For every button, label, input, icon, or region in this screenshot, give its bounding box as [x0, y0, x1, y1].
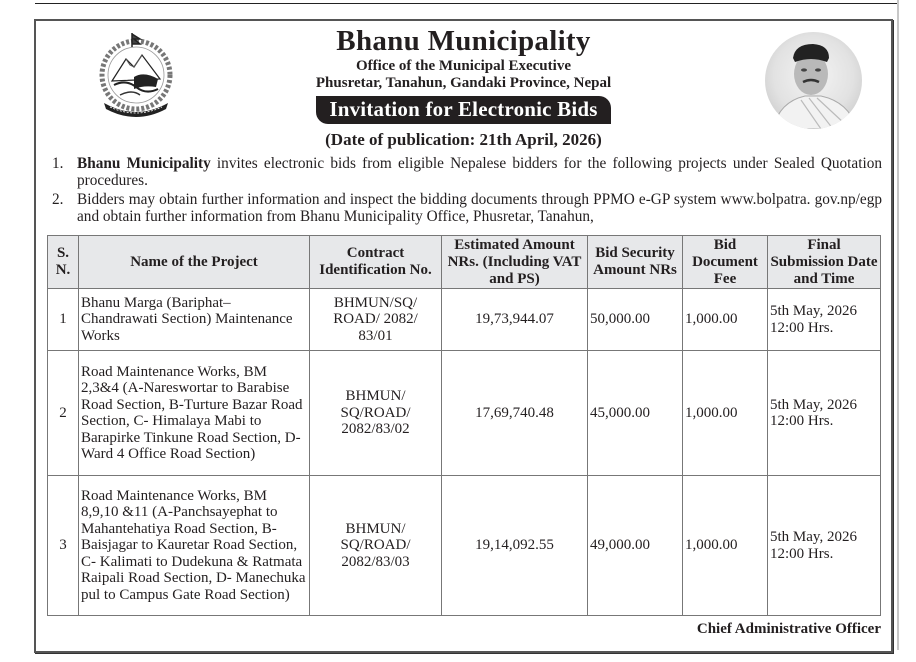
paragraph-number: 1.: [52, 155, 64, 172]
cell-bid-security: 50,000.00: [588, 289, 683, 351]
cell-project-name: Bhanu Marga (Bariphat–Chandrawati Section) Maintenance Works: [79, 289, 310, 351]
cell-contract-id: BHMUN/SQ/ ROAD/ 2082/ 83/01: [310, 289, 442, 351]
signatory-title: Chief Administrative Officer: [696, 621, 881, 637]
cell-estimated-amount: 19,73,944.07: [442, 289, 588, 351]
header-submission: Final Submission Date and Time: [768, 236, 881, 289]
publication-date: (Date of publication: 21th April, 2026): [325, 130, 602, 149]
cell-document-fee: 1,000.00: [683, 289, 768, 351]
paragraph-bold-lead: Bhanu Municipality: [77, 155, 211, 172]
header-contract-id: Contract Identification No.: [310, 236, 442, 289]
notice-title-banner: Invitation for Electronic Bids: [316, 96, 610, 124]
cell-estimated-amount: 17,69,740.48: [442, 351, 588, 476]
header-project-name: Name of the Project: [79, 236, 310, 289]
header-estimated-amount: Estimated Amount NRs. (Including VAT and PS): [442, 236, 588, 289]
cell-bid-security: 49,000.00: [588, 476, 683, 616]
cell-sn: 2: [48, 351, 79, 476]
cell-sn: 1: [48, 289, 79, 351]
page-edge-rule: [897, 0, 899, 650]
table-header-row: [48, 236, 881, 289]
top-rule: [35, 3, 897, 4]
paragraph-1: [52, 155, 882, 189]
paragraph-number: 2.: [52, 191, 64, 208]
office-address: Phusretar, Tanahun, Gandaki Province, Nepal: [315, 75, 612, 91]
cell-submission: 5th May, 2026 12:00 Hrs.: [768, 351, 881, 476]
paragraph-2: [52, 191, 882, 225]
notice-frame: [34, 19, 893, 653]
header-sn: S. N.: [48, 236, 79, 289]
organization-name: Bhanu Municipality: [336, 25, 591, 57]
cell-project-name: Road Maintenance Works, BM 8,9,10 &11 (A-Panchsayephat to Mahantehatiya Road Section, B- Baisjagar to Kauretar Road Section, C- Kalimati to Dudekuna & Ratmata Raipali Road Section, D- Manechuka pul to Campus Gate Road Section): [79, 476, 310, 616]
table-row: [48, 476, 881, 616]
cell-estimated-amount: 19,14,092.55: [442, 476, 588, 616]
cell-document-fee: 1,000.00: [683, 351, 768, 476]
paragraph-text: invites electronic bids from eligible Nepalese bidders for the following projects under Sealed Quotation procedures.: [77, 155, 882, 189]
cell-submission: 5th May, 2026 12:00 Hrs.: [768, 476, 881, 616]
bids-table: [47, 235, 881, 616]
cell-project-name: Road Maintenance Works, BM 2,3&4 (A-Nareswortar to Barabise Road Section, B-Turture Bazar Road Section, C- Himalaya Mabi to Barapirke Tinkune Road Section, D- Ward 4 Office Road Section): [79, 351, 310, 476]
cell-submission: 5th May, 2026 12:00 Hrs.: [768, 289, 881, 351]
office-name: Office of the Municipal Executive: [356, 58, 571, 74]
cell-bid-security: 45,000.00: [588, 351, 683, 476]
table-row: [48, 289, 881, 351]
header-bid-security: Bid Security Amount NRs: [588, 236, 683, 289]
paragraph-text: Bidders may obtain further information and inspect the bidding documents through PPMO e-GP system www.bolpatra. gov.np/egp and obtain further information from Bhanu Municipality Office, Phusretar, Tanahun,: [77, 191, 882, 225]
cell-sn: 3: [48, 476, 79, 616]
cell-contract-id: BHMUN/ SQ/ROAD/ 2082/83/02: [310, 351, 442, 476]
cell-contract-id: BHMUN/ SQ/ROAD/ 2082/83/03: [310, 476, 442, 616]
cell-document-fee: 1,000.00: [683, 476, 768, 616]
header-document-fee: Bid Document Fee: [683, 236, 768, 289]
table-row: [48, 351, 881, 476]
